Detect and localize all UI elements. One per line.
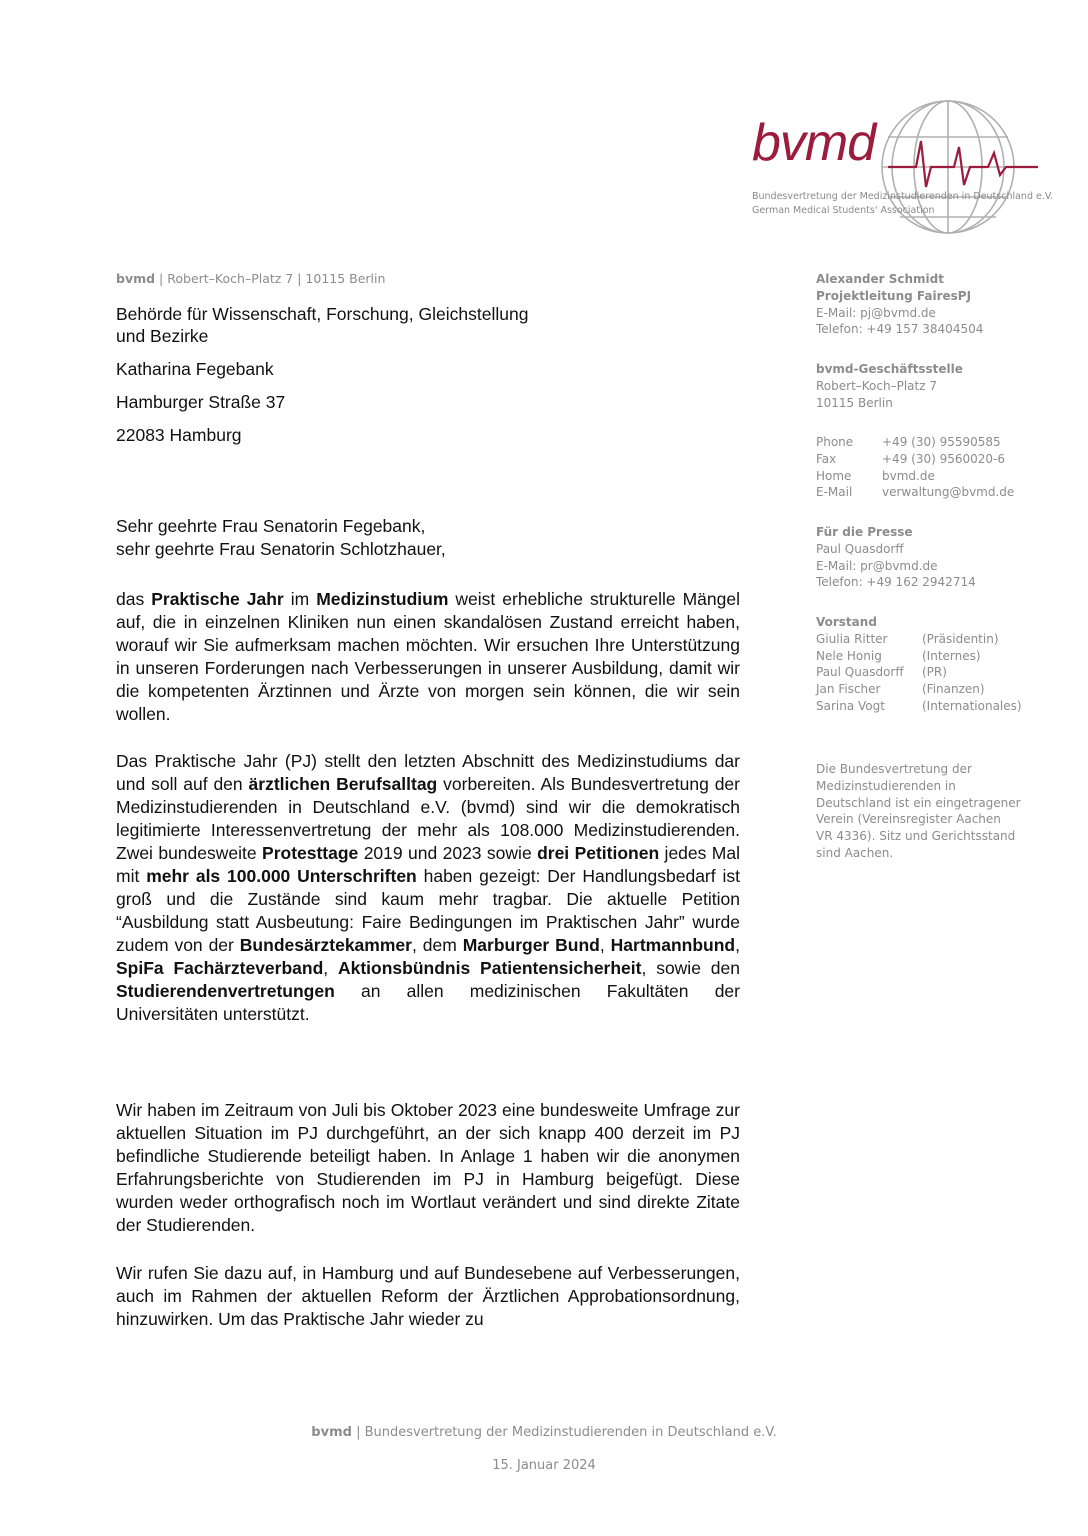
recipient-authority-line2: und Bezirke bbox=[116, 326, 209, 346]
body-paragraph-1 bbox=[116, 588, 740, 726]
emphasis-text: SpiFa Fachärzteverband bbox=[116, 958, 324, 978]
recipient-street: Hamburger Straße 37 bbox=[116, 392, 286, 412]
board-member: Paul Quasdorff (PR) bbox=[816, 665, 947, 680]
body-text: 2019 und 2023 sowie bbox=[358, 843, 538, 863]
emphasis-text: Protesttage bbox=[262, 843, 359, 863]
recipient-address bbox=[116, 303, 596, 446]
office-row: Fax +49 (30) 9560020-6 bbox=[816, 451, 1005, 466]
emphasis-text: Marburger Bund bbox=[462, 935, 600, 955]
body-text: im bbox=[283, 589, 317, 609]
body-text: an allen medizinischen Fakultäten der Universitäten unterstützt. bbox=[116, 981, 740, 1024]
footer-org: bvmd bbox=[311, 1425, 352, 1440]
body-paragraph-3 bbox=[116, 1099, 740, 1237]
body-text: , dem bbox=[411, 935, 463, 955]
board-title: Vorstand bbox=[816, 615, 877, 629]
letter-date: 15. Januar 2024 bbox=[492, 1458, 596, 1473]
salutation bbox=[116, 515, 740, 560]
office-contact-table bbox=[816, 434, 1056, 501]
press-name: Paul Quasdorff bbox=[816, 541, 904, 556]
office-row: E-Mail verwaltung@bvmd.de bbox=[816, 485, 1015, 500]
press-title: Für die Presse bbox=[816, 525, 913, 539]
board-member: Jan Fischer (Finanzen) bbox=[816, 682, 985, 697]
emphasis-text: mehr als 100.000 Unterschriften bbox=[146, 866, 417, 886]
salutation-line1: Sehr geehrte Frau Senatorin Fegebank, bbox=[116, 516, 426, 536]
press-block bbox=[816, 524, 1056, 591]
sender-address-line bbox=[116, 271, 385, 286]
body-paragraph-4 bbox=[116, 1262, 740, 1331]
bvmd-logo bbox=[748, 95, 1054, 240]
body-text: Wir haben im Zeitraum von Juli bis Oktober 2023 eine bundesweite Umfrage zur aktuellen Situation im PJ durchgeführt, an der sich knapp 400 derzeit im PJ befindliche Studierende beteiligt haben. In Anlage 1 haben wir die anonymen Erfahrungsberichte von Studierenden im PJ in Hamburg beigefügt. Diese wurden weder orthografisch noch im Wortlaut verändert und sind direkte Zitate der Studierenden. bbox=[116, 1100, 740, 1235]
salutation-line2: sehr geehrte Frau Senatorin Schlotzhauer, bbox=[116, 538, 446, 559]
recipient-city: 22083 Hamburg bbox=[116, 425, 242, 445]
body-text: , bbox=[599, 935, 611, 955]
sender-address: | Robert–Koch–Platz 7 | 10115 Berlin bbox=[155, 271, 386, 286]
contact-name: Alexander Schmidt bbox=[816, 272, 944, 286]
body-text: jedes Mal mit bbox=[116, 843, 740, 886]
board-member: Nele Honig (Internes) bbox=[816, 648, 981, 663]
recipient-authority-line1: Behörde für Wissenschaft, Forschung, Gleichstellung bbox=[116, 304, 529, 324]
board-block bbox=[816, 614, 1056, 715]
recipient-name: Katharina Fegebank bbox=[116, 359, 274, 379]
emphasis-text: drei Petitionen bbox=[537, 843, 660, 863]
logo-wordmark: bvmd bbox=[752, 114, 876, 172]
logo-subtitle-en: German Medical Students' Association bbox=[752, 205, 935, 216]
office-city: 10115 Berlin bbox=[816, 395, 893, 410]
contact-role: Projektleitung FairesPJ bbox=[816, 288, 972, 303]
emphasis-text: Hartmannbund bbox=[610, 935, 736, 955]
board-member: Giulia Ritter (Präsidentin) bbox=[816, 631, 999, 646]
emphasis-text: Medizinstudium bbox=[316, 589, 449, 609]
body-text: , sowie den bbox=[641, 958, 740, 978]
office-row: Phone +49 (30) 95590585 bbox=[816, 435, 1001, 449]
body-text: , bbox=[735, 935, 740, 955]
footer-org-full: | Bundesvertretung der Medizinstudierenden in Deutschland e.V. bbox=[351, 1425, 777, 1440]
body-text: vorbereiten. Als Bundesvertretung der Medizinstudierenden in Deutschland e.V. (bvmd) sind wir die demokratisch legitimierte Interessenvertretung der mehr als 108.000 Medizinstudierenden. Zwei bundesweite bbox=[116, 774, 740, 863]
body-text: haben gezeigt: Der Handlungsbedarf ist groß und die Zustände sind kaum mehr tragbar. Die aktuelle Petition “Ausbildung statt Ausbeutung: Faire Bedingungen im Praktischen Jahr” wurde zudem von der bbox=[116, 866, 740, 955]
office-block bbox=[816, 361, 1056, 411]
contact-email: E-Mail: pj@bvmd.de bbox=[816, 305, 936, 320]
board-member: Sarina Vogt (Internationales) bbox=[816, 698, 1022, 713]
emphasis-text: Studierendenvertretungen bbox=[116, 981, 335, 1001]
sender-org: bvmd bbox=[116, 271, 156, 286]
body-text: , bbox=[323, 958, 338, 978]
body-text: Wir rufen Sie dazu auf, in Hamburg und auf Bundesebene auf Verbesserungen, auch im Rahmen der aktuellen Reform der Ärztlichen Approbationsordnung, hinzuwirken. Um das Praktische Jahr wieder zu bbox=[116, 1263, 740, 1329]
body-text: weist erhebliche strukturelle Mängel auf, die in einzelnen Kliniken nun einen skandalösen Zustand erreicht haben, worauf wir Sie aufmerksam machen möchten. Wir ersuchen Ihre Unterstützung in unseren Forderungen nach Verbesserungen in unserer Ausbildung, damit wir die kompetenten Ärztinnen und Ärzte von morgen sein können, die wir sein wollen. bbox=[116, 589, 740, 724]
press-email: E-Mail: pr@bvmd.de bbox=[816, 558, 938, 573]
press-phone: Telefon: +49 162 2942714 bbox=[816, 575, 976, 590]
page-footer bbox=[0, 1425, 1088, 1440]
logo-subtitle-de: Bundesvertretung der Medizinstudierenden in Deutschland e.V. bbox=[752, 191, 1054, 202]
emphasis-text: ärztlichen Berufsalltag bbox=[248, 774, 438, 794]
office-title: bvmd-Geschäftsstelle bbox=[816, 362, 963, 376]
body-paragraph-2 bbox=[116, 750, 740, 1026]
emphasis-text: Aktionsbündnis Patientensicherheit bbox=[337, 958, 642, 978]
body-text: Das Praktische Jahr (PJ) stellt den letzten Abschnitt des Medizinstudiums dar und soll auf den bbox=[116, 751, 740, 794]
contact-phone: Telefon: +49 157 38404504 bbox=[816, 322, 984, 337]
body-text: das bbox=[116, 589, 152, 609]
emphasis-text: Praktische Jahr bbox=[151, 589, 284, 609]
emphasis-text: Bundesärztekammer bbox=[239, 935, 412, 955]
contact-block bbox=[816, 271, 1056, 338]
legal-notice: Die Bundesvertretung der Medizinstudierenden in Deutschland ist ein eingetragener Verein (Vereinsregister Aachen VR 4336). Sitz und Gerichtsstand sind Aachen. bbox=[816, 762, 1021, 860]
office-street: Robert–Koch–Platz 7 bbox=[816, 378, 937, 393]
office-row: Home bvmd.de bbox=[816, 468, 935, 483]
